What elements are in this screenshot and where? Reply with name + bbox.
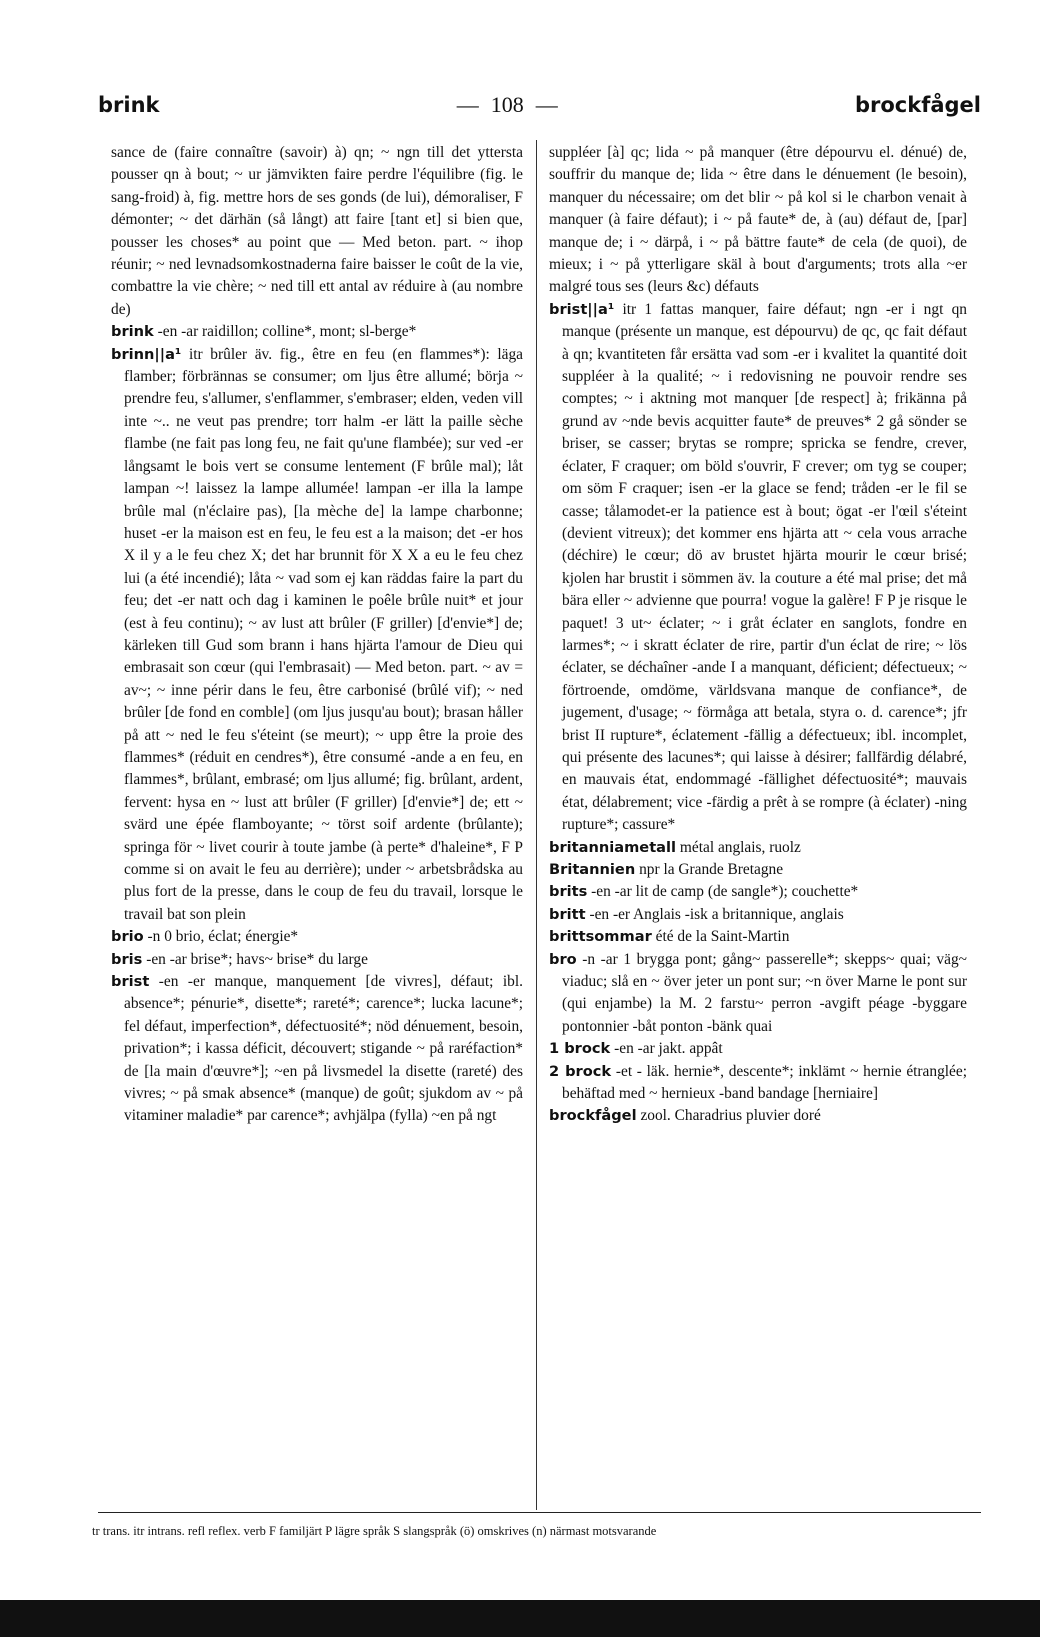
entry-headword: bris: [111, 950, 143, 968]
entry-text: sance de (faire connaître (savoir) à) qn; ~ ngn till det yttersta pousser qn à bout; ~ ur jämvikten faire perdre l'équilibre (fig. le sang-froid) à, fig. mettre hors de ses gonds (de lui), démoraliser, F démonter; ~ det därhän (så långt) att faire [tant et] si bien que, pousser les choses* au point que — Med beton. part. ~ ihop réunir; ~ ned levnadsomkostnaderna faire baisser le coût de la vie, combattre la vie chère; ~ ned till ett antal av réduire à (au nombre de): [111, 144, 523, 318]
footer-rule: [98, 1512, 981, 1513]
dictionary-entry: [549, 926, 967, 948]
entry-text: été de la Saint-Martin: [655, 928, 790, 946]
entry-text: -n -ar 1 brygga pont; gång~ passerelle*; skepps~ quai; väg~ viaduc; slå en ~ över jeter un pont sur; ~n över Marne le pont sur (qui enjambe) la M. 2 farstu~ perron -avgift péage -byggare pontonnier -båt ponton -bänk quai: [562, 950, 967, 1035]
dictionary-entry: [111, 321, 523, 343]
entry-headword: brits: [549, 883, 588, 901]
entry-text: npr la Grande Bretagne: [639, 861, 784, 878]
entry-headword: brink: [111, 323, 154, 341]
header-left-guideword: brink: [98, 93, 160, 117]
entry-text: -en -er Anglais -isk a britannique, anglais: [589, 905, 844, 923]
right-column: [549, 142, 967, 1128]
entry-headword: bro: [549, 950, 577, 968]
header-right-guideword: brockfågel: [854, 93, 981, 117]
dictionary-entry: [549, 1061, 967, 1106]
entry-text: itr brûler äv. fig., être en feu (en flammes*): läga flamber; förbrännas se consumer; om ljus être allumé; börja ~ prendre feu, s'allumer, s'enflammer, s'embraser; elden, veden vill inte ~.. ne veut pas prendre; torr halm -er lätt la paille sèche flambe (ne fait pas long feu, ne fait qu'une flambée); sur ved -er långsamt le bois vert se consume lentement (F brûle mal); låt lampan ~! laissez la lampe allumée! lampan -er illa la lampe brûle mal (n'éclaire pas), [la mèche de] la lampe charbonne; huset -er la maison est en feu, le feu est a la maison; det -er hos X il y a le feu chez X; det har brunnit för X X a eu le feu chez lui (a été incendié); låta ~ vad som ej kan räddas faire la part du feu; det -er natt och dag i kaminen le poêle brûle nuit* et jour (est à feu continu); ~ av lust att brûler (F griller) [d'envie*] de; kärleken till Gud som brann i hans hjärta l'amour de Dieu qui embrasait son cœur (qui l'embrasait) — Med beton. part. ~ av = av~; ~ inne périr dans le feu, être carbonisé (brûlé vif); ~ ned brûler [de fond en comble] (om ljus jusqu'au bout); brasan håller på att ~ ned le feu s'éteint (se meurt); ~ upp être la proie des flammes* (réduit en cendres*), être consumé -ande a en feu, en flammes*, brûlant, embrasé; om ljus allumé; fig. brûlant, ardent, fervent: hysa en ~ lust att brûler (F griller) [d'envie*] de; ett ~ svärd une épée flamboyante; ~ törst soif ardente (brûlante); springa för ~ livet courir à toute jambe (à perte* d'haleine*, F P comme si on avait le feu au derrière); under ~ arbetsbrådska au plus fort de la presse, dans le coup de feu du travail, lorsque le travail bat son plein: [124, 345, 523, 923]
entry-text: -en -er manque, manquement [de vivres], défaut; ibl. absence*; pénurie*, disette*; rareté*; carence*; lucka lacune*; fel défaut, imperfection*, défectuosité*; nöd dénuement, besoin, privation*; i kassa déficit, découvert; stigande ~ på raréfaction* de [la main d'œuvre*]; ~en på livsmedel la disette (rareté) des vivres; ~ på smak absence* (manque) de goût; sjukdom av ~ på vitaminer maladie* par carence*; avhjälpa (fylla) ~en på ngt: [124, 973, 523, 1125]
entry-headword: 1 brock: [549, 1040, 611, 1058]
dictionary-entry: [549, 837, 967, 859]
dictionary-entry: [549, 1105, 967, 1127]
dictionary-entry: [111, 971, 523, 1128]
entry-headword: brockfågel: [549, 1107, 637, 1125]
entry-headword: britt: [549, 905, 586, 923]
entry-headword: brist||a¹: [549, 300, 615, 318]
entry-text: suppléer [à] qc; lida ~ på manquer (être dépourvu el. dénué) de, souffrir du manque de; lida ~ être dans le dénuement (le besoin), manquer du nécessaire; om det blir ~ på kol si le charbon venait à manquer (à faire défaut); i ~ på faute* de, à (au) défaut de, [par] manque de; i ~ därpå, i ~ på bättre faute* de cela (de quoi), de mieux; i ~ på ytterligare skäl à bout d'arguments; trots alla ~er malgré tous ses (leurs &c) défauts: [549, 144, 967, 296]
entry-text: -n 0 brio, éclat; énergie*: [147, 928, 299, 946]
left-column: [111, 142, 523, 1128]
dictionary-entry: [549, 859, 967, 881]
column-divider: [536, 140, 537, 1510]
dictionary-entry: [549, 949, 967, 1039]
dictionary-entry: [111, 142, 523, 321]
dictionary-entry: [549, 142, 967, 299]
page-number-block: — 108 —: [456, 92, 558, 117]
dictionary-entry: [111, 949, 523, 971]
entry-headword: brinn||a¹: [111, 345, 182, 363]
entry-text: -en -ar brise*; havs~ brise* du large: [146, 950, 368, 968]
dictionary-entry: [111, 344, 523, 927]
entry-headword: brittsommar: [549, 928, 652, 946]
entry-headword: britanniametall: [549, 838, 677, 856]
entry-text: métal anglais, ruolz: [679, 838, 801, 856]
page-header: [98, 92, 981, 122]
entry-headword: brist: [111, 973, 150, 991]
entry-text: zool. Charadrius pluvier doré: [640, 1107, 821, 1125]
page-number: 108: [490, 92, 524, 117]
entry-text: -en -ar jakt. appât: [614, 1040, 723, 1058]
scan-edge-band: [0, 1600, 1040, 1637]
entry-headword: 2 brock: [549, 1062, 612, 1080]
entry-text: -en -ar raidillon; colline*, mont; sl-berge*: [157, 323, 417, 341]
dictionary-entry: [549, 1038, 967, 1060]
abbreviation-legend: tr trans. itr intrans. refl reflex. verb F familjärt P lägre språk S slangspråk (ö) omskrives (n) närmast motsvarande: [92, 1524, 657, 1538]
entry-text: -en -ar lit de camp (de sangle*); couchette*: [591, 883, 859, 901]
entry-headword: brio: [111, 928, 144, 946]
entry-text: -et - läk. hernie*, descente*; inklämt ~ hernie étranglée; behäftad med ~ hernieux -band bandage [herniaire]: [562, 1062, 967, 1103]
dictionary-entry: [549, 904, 967, 926]
dictionary-entry: [549, 299, 967, 837]
dictionary-entry: [549, 881, 967, 903]
entry-text: itr 1 fattas manquer, faire défaut; ngn -er i ngt qn manque (présente un manque, est dépourvu) de qc, qc fait défaut à qn; kvantiteten får ersätta vad som -er i kvalitet la quantité doit suppléer à la qualité; ~ i redovisning ne pouvoir rendre ses comptes; ~ i aktning mot manquer [de respect] à; frikänna på grund av ~nde bevis acquitter faute* de preuves* 2 gå sönder se briser, se casser; brytas se rompre; spricka se fendre, crever, éclater, F craquer; om böld s'ouvrir, F crever; om tyg se couper; om söm F craquer; isen -er la glace se fend; tråden -er le fil se casse; tålamodet-er la patience est à bout; ögat -er l'œil s'éteint (devient vitreux); det kommer ens hjärta att ~ cela vous arrache (déchire) le cœur; dö av brustet hjärta mourir le cœur brisé; kjolen har brustit i sömmen äv. la couture a été mal prise; det må bära eller ~ advienne que pourra! vogue la galère! F P je risque le paquet! 3 ut~ éclater; ~ i gråt éclater en sanglots, fondre en larmes*; ~ i skratt éclater de rire, partir d'un éclat de rire; ~ lös éclater, se déchaîner -ande I a manquant, déficient; défectueux; ~ förtroende, omdöme, världsvana manque de confiance*, de jugement, d'usage; ~ förmåga att betala, styra o. d. carence*; jfr brist II rupture*, éclatement -fällig a défectueux; ibl. incomplet, qui présente des lacunes*; qui laisse à désirer; fallfärdig délabré, en mauvais état, endommagé -fällighet défectuosité*; mauvais état, délabrement; vice -färdig a prêt à se rompre (à éclater) -ning rupture*; cassure*: [562, 300, 967, 834]
dictionary-entry: [111, 926, 523, 948]
entry-headword: Britannien: [549, 861, 636, 878]
